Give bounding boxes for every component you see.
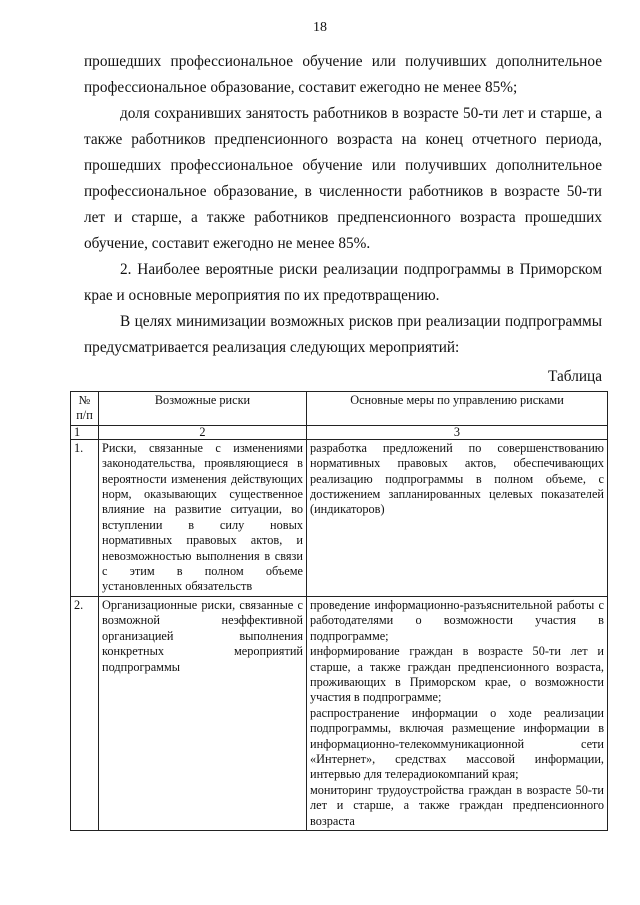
measure-item: проведение информационно-разъяснительной работы с работодателями о возможности участия в подпрограмме;	[310, 597, 604, 643]
paragraph-2: доля сохранивших занятость работников в возрасте 50-ти лет и старше, а также работников предпенсионного возраста на конец отчетного периода, прошедших профессиональное обучение или получивших дополнительное профессиональное образование, в численности работников в возрасте 50-ти лет и старше, а также работников предпенсионного возраста прошедших обучение, составит ежегодно не менее 85%.	[84, 105, 602, 252]
measures-cell	[307, 596, 608, 830]
risk-cell: Риски, связанные с изменениями законодательства, проявляющиеся в вероятности изменения действующих норм, оказывающих существенное влияние на развитие ситуации, во вступлении в силу новых нормативных правовых актов, и невозможностью выполнения в связи с этим в полном объеме установленных обязательств	[99, 439, 307, 596]
table-row	[71, 439, 608, 596]
measure-item: разработка предложений по совершенствованию нормативных правовых актов, обеспечивающих реализацию подпрограммы в полном объеме, с достижением запланированных целевых показателей (индикаторов)	[310, 440, 604, 517]
table-row	[71, 596, 608, 830]
measure-item: распространение информации о ходе реализации подпрограммы, включая размещение информации в информационно-телекоммуникационной сети «Интернет», средствах массовой информации, интервью для телерадиокомпаний края;	[310, 705, 604, 782]
column-number-3: 3	[307, 425, 608, 439]
table-label: Таблица	[548, 368, 602, 385]
header-number: № п/п	[71, 392, 99, 426]
body-text	[84, 49, 602, 361]
column-number-2: 2	[99, 425, 307, 439]
measure-item: мониторинг трудоустройства граждан в возрасте 50-ти лет и старше, а также граждан предпенсионного возраста	[310, 782, 604, 828]
paragraph-4: В целях минимизации возможных рисков при реализации подпрограммы предусматривается реализация следующих мероприятий:	[84, 313, 602, 356]
risk-table	[70, 391, 608, 831]
column-number-1: 1	[71, 425, 99, 439]
risk-cell: Организационные риски, связанные с возможной неэффективной организацией выполнения конкретных мероприятий подпрограммы	[99, 596, 307, 830]
column-number-row	[71, 425, 608, 439]
row-number: 1.	[71, 439, 99, 596]
page-number: 18	[313, 20, 327, 35]
paragraph-1: прошедших профессиональное обучение или получивших дополнительное профессиональное образование, составит ежегодно не менее 85%;	[84, 53, 602, 96]
header-measures: Основные меры по управлению рисками	[307, 392, 608, 426]
row-number: 2.	[71, 596, 99, 830]
measures-cell	[307, 439, 608, 596]
measure-item: информирование граждан в возрасте 50-ти лет и старше, а также граждан предпенсионного возраста, проживающих в Приморском крае, о возможности участия в подпрограмме;	[310, 644, 604, 705]
paragraph-3: 2. Наиболее вероятные риски реализации подпрограммы в Приморском крае и основные мероприятия по их предотвращению.	[84, 261, 602, 304]
table-header-row	[71, 392, 608, 426]
header-risks: Возможные риски	[99, 392, 307, 426]
